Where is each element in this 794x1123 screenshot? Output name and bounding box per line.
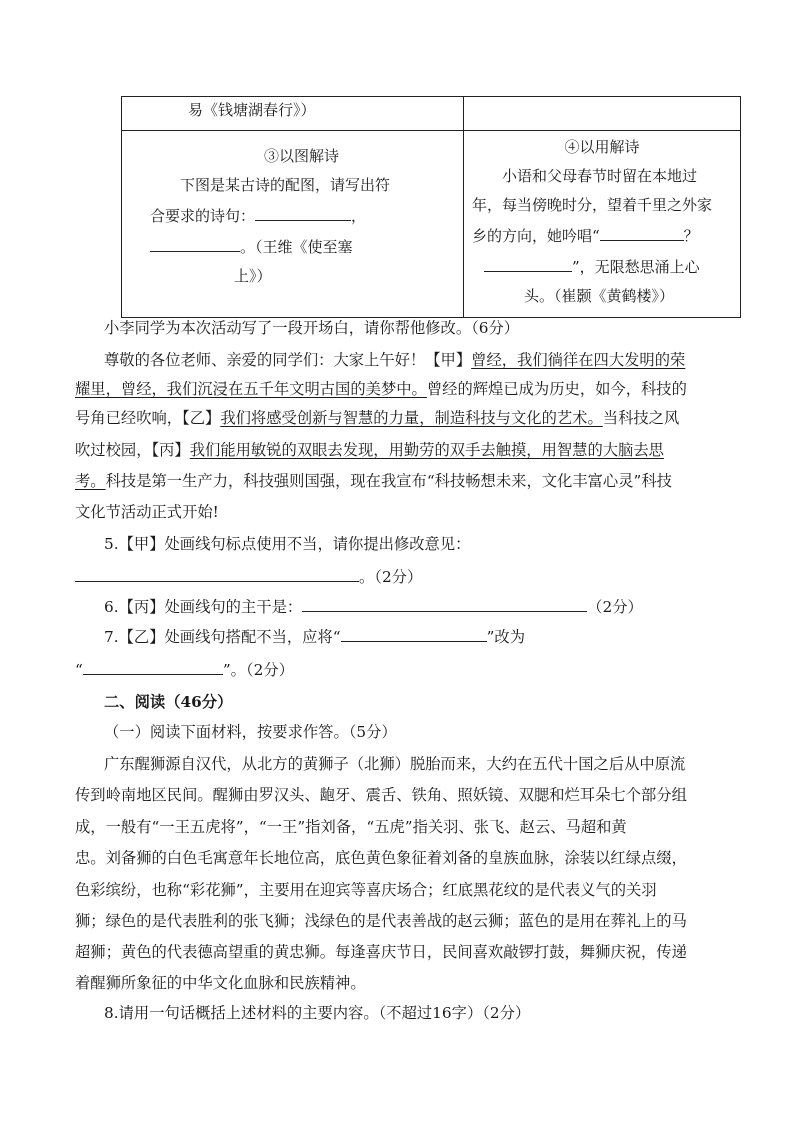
answer-blank[interactable] [484,251,572,272]
question-5-answer: 。（2分） [75,563,715,591]
cell-line: 乡的方向，她吟唱“ ？ [472,220,732,251]
cell-heading: ④以用解诗 [564,138,640,156]
cell-line: 年，每当傍晚时分，望着千里之外家 [472,196,713,214]
speech-line: 耀里，曾经，我们沉浸在五千年文明古国的美梦中。曾经的辉煌已成为历史，如今，科技的 [75,380,687,398]
passage-line: 超狮；黄色的代表德高望重的黄忠狮。每逢喜庆节日，民间喜欢敲锣打鼓，舞狮庆祝，传递 [75,943,687,961]
passage-line: 成，一般有“一王五虎将”，“一王”指刘备，“五虎”指关羽、张飞、赵云、马超和黄 [75,818,627,836]
speech-line: 吹过校园，【丙】我们能用敏锐的双眼去发现，用勤劳的双手去触摸，用智慧的大脑去思 [75,441,664,459]
table-cell-usage-poem [464,131,741,318]
underlined-sentence-bing: 我们能用敏锐的双眼去发现，用勤劳的双手去触摸，用智慧的大脑去思 [189,441,664,459]
cell-line: ”，无限愁思涌上心 [472,251,732,282]
cell-line: 合要求的诗句： ， [150,200,453,231]
answer-blank[interactable] [302,593,587,612]
section-heading-reading: 二、阅读（46分） [104,693,233,711]
underlined-sentence-bing: 考。 [75,472,106,490]
intro-text: 小李同学为本次活动写了一段开场白，请你帮他修改。（6分） [104,319,520,337]
speech-line: 尊敬的各位老师、亲爱的同学们：大家上午好！【甲】曾经，我们徜徉在四大发明的荣 [104,351,686,369]
passage-line: 广东醒狮源自汉代，从北方的黄狮子（北狮）脱胎而来，大约在五代十国之后从中原流 [104,755,686,773]
cell-line: 。（王维《使至塞 [150,231,453,262]
answer-blank[interactable] [600,220,684,241]
subsection-heading: （一）阅读下面材料，按要求作答。（5分） [104,723,397,741]
table-cell-top-right [464,97,741,131]
underlined-sentence-yi: 我们将感受创新与智慧的力量，制造科技与文化的艺术。 [220,409,603,427]
answer-blank[interactable] [341,623,487,642]
cell-line: 上》） [234,267,272,285]
table-cell-top-left [122,97,464,131]
passage-line: 狮；绿色的是代表胜利的张飞狮；浅绿色的是代表善战的赵云狮；蓝色的是用在葬礼上的马 [75,912,687,930]
speech-line: 文化节活动正式开始! [75,503,219,521]
question-7-answer: “ ”。（2分） [75,656,715,684]
answer-blank[interactable] [255,200,351,221]
cell-line: 头。（崔颢《黄鹤楼》） [524,287,675,305]
speech-line: 考。科技是第一生产力，科技强则国强，现在我宣布“科技畅想未来，文化丰富心灵”科技 [75,472,672,490]
answer-blank[interactable] [83,656,223,675]
passage-line: 传到岭南地区民间。醒狮由罗汉头、龅牙、震舌、铁角、照妖镜、双腮和烂耳朵七个部分组 [75,786,687,804]
answer-blank[interactable] [150,231,240,252]
poem-table [121,96,741,318]
passage-line: 着醒狮所象征的中华文化血脉和民族精神。 [75,974,366,992]
speech-line: 号角已经吹响，【乙】我们将感受创新与智慧的力量，制造科技与文化的艺术。当科技之风 [75,409,680,427]
question-6: 6.【丙】处画线句的主干是： （2分） [104,593,744,621]
cell-text: 易《钱塘湖春行》） [188,101,316,119]
question-5: 5.【甲】处画线句标点使用不当，请你提出修改意见： [104,535,471,553]
underlined-sentence-jia: 曾经，我们徜徉在四大发明的荣 [471,351,686,369]
passage-line: 忠。刘备狮的白色毛寓意年长地位高，底色黄色象征着刘备的皇族血脉，涂装以红绿点缀， [75,849,687,867]
question-7: 7.【乙】处画线句搭配不当，应将“ ”改为 [104,623,744,651]
table-cell-picture-poem [122,131,464,318]
cell-line: 小语和父母春节时留在本地过 [502,167,698,185]
question-8: 8.请用一句话概括上述材料的主要内容。（不超过16字）（2分） [104,1004,531,1022]
answer-blank[interactable] [75,563,359,582]
passage-line: 色彩缤纷，也称“彩花狮”，主要用在迎宾等喜庆场合；红底黑花纹的是代表义气的关羽 [75,881,657,899]
cell-line: 下图是某古诗的配图，请写出符 [180,176,391,194]
underlined-sentence-jia: 耀里，曾经，我们沉浸在五千年文明古国的美梦中。 [75,380,427,398]
cell-heading: ③以图解诗 [263,147,339,165]
